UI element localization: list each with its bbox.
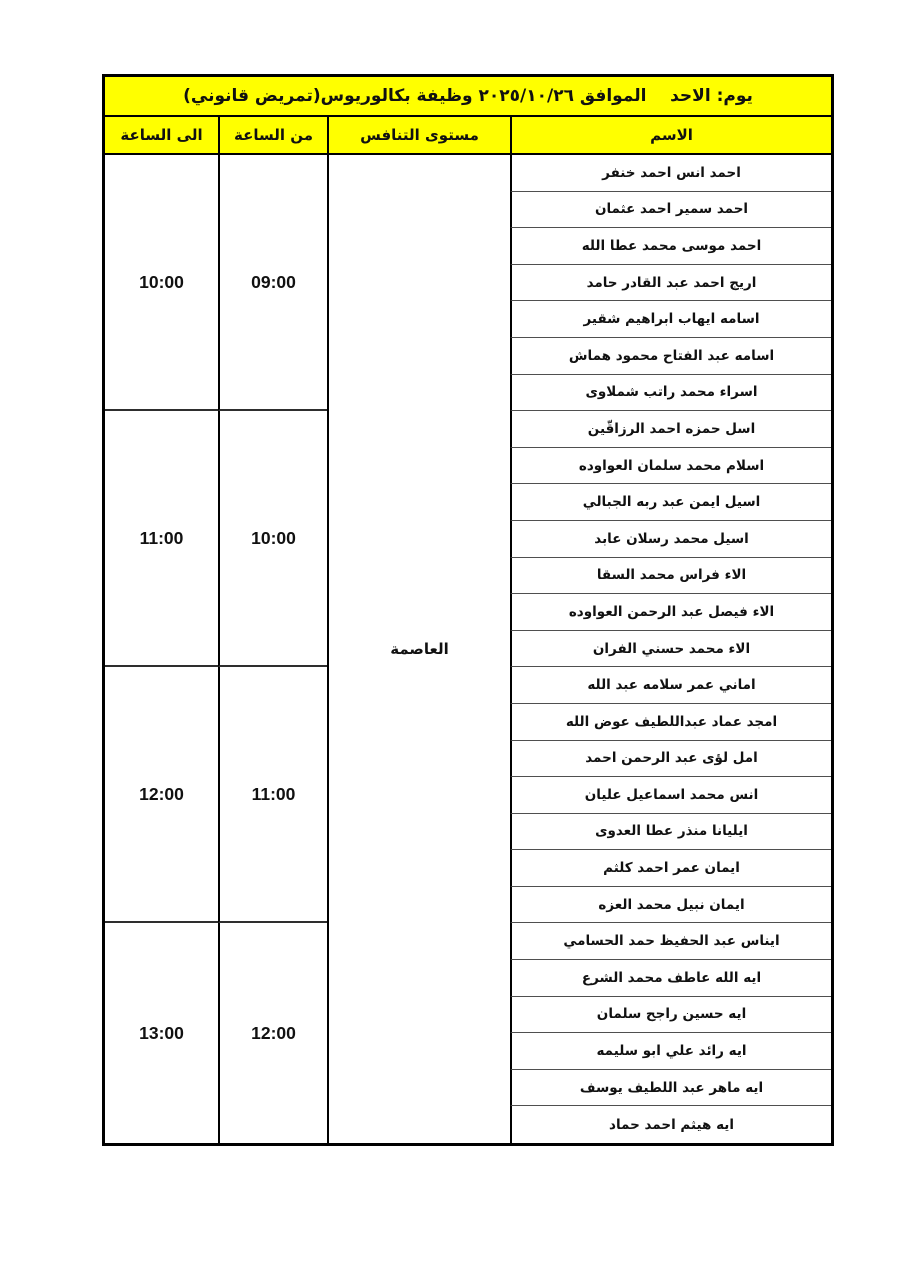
name-cell: ايه الله عاطف محمد الشرع [510, 960, 831, 997]
name-cell: انس محمد اسماعيل عليان [510, 777, 831, 814]
name-cell: اريج احمد عبد القادر حامد [510, 265, 831, 302]
name-cell: اماني عمر سلامه عبد الله [510, 667, 831, 704]
name-cell: ايه رائد علي ابو سليمه [510, 1033, 831, 1070]
column-header-from-hour: من الساعة [218, 117, 327, 155]
name-cell: ايه حسين راجح سلمان [510, 997, 831, 1034]
name-cell: ايمان عمر احمد كلثم [510, 850, 831, 887]
competition-level-cell: العاصمة [327, 155, 510, 1143]
from-time-cell: 10:00 [218, 411, 327, 667]
column-header-to-hour: الى الساعة [105, 117, 218, 155]
name-cell: ايمان نبيل محمد العزه [510, 887, 831, 924]
name-cell: الاء محمد حسني الفران [510, 631, 831, 668]
name-cell: اسل حمزه احمد الرزاقّين [510, 411, 831, 448]
to-time-cell: 10:00 [105, 155, 218, 411]
to-time-cell: 11:00 [105, 411, 218, 667]
name-cell: ايليانا منذر عطا العدوى [510, 814, 831, 851]
column-header-competition-level: مستوى التنافس [327, 117, 510, 155]
name-cell: ايه هيثم احمد حماد [510, 1106, 831, 1143]
from-time-cell: 09:00 [218, 155, 327, 411]
name-cell: ايناس عبد الحفيظ حمد الحسامي [510, 923, 831, 960]
name-cell: الاء فراس محمد السقا [510, 558, 831, 595]
name-cell: احمد انس احمد خنفر [510, 155, 831, 192]
name-cell: ايه ماهر عبد اللطيف يوسف [510, 1070, 831, 1107]
name-cell: اسامه عبد الفتاح محمود هماش [510, 338, 831, 375]
name-cell: الاء فيصل عبد الرحمن العواوده [510, 594, 831, 631]
name-cell: اسراء محمد راتب شملاوى [510, 375, 831, 412]
name-cell: احمد سمير احمد عثمان [510, 192, 831, 229]
to-time-cell: 13:00 [139, 1022, 184, 1043]
name-cell: امل لؤى عبد الرحمن احمد [510, 741, 831, 778]
to-time-cell: 12:00 [105, 667, 218, 923]
name-cell: اسلام محمد سلمان العواوده [510, 448, 831, 485]
column-header-name: الاسم [510, 117, 831, 155]
name-cell: اسيل ايمن عبد ربه الجبالي [510, 484, 831, 521]
from-time-cell: 11:00 [218, 667, 327, 923]
name-cell: امجد عماد عبداللطيف عوض الله [510, 704, 831, 741]
name-cell: احمد موسى محمد عطا الله [510, 228, 831, 265]
name-cell: اسيل محمد رسلان عابد [510, 521, 831, 558]
table-title: يوم: الاحد الموافق ٢٠٢٥/١٠/٢٦ وظيفة بكالوريوس(تمريض قانوني) [105, 77, 831, 117]
schedule-table [102, 74, 834, 1146]
from-time-cell: 12:00 [218, 923, 327, 1143]
name-cell: اسامه ايهاب ابراهيم شقير [510, 301, 831, 338]
